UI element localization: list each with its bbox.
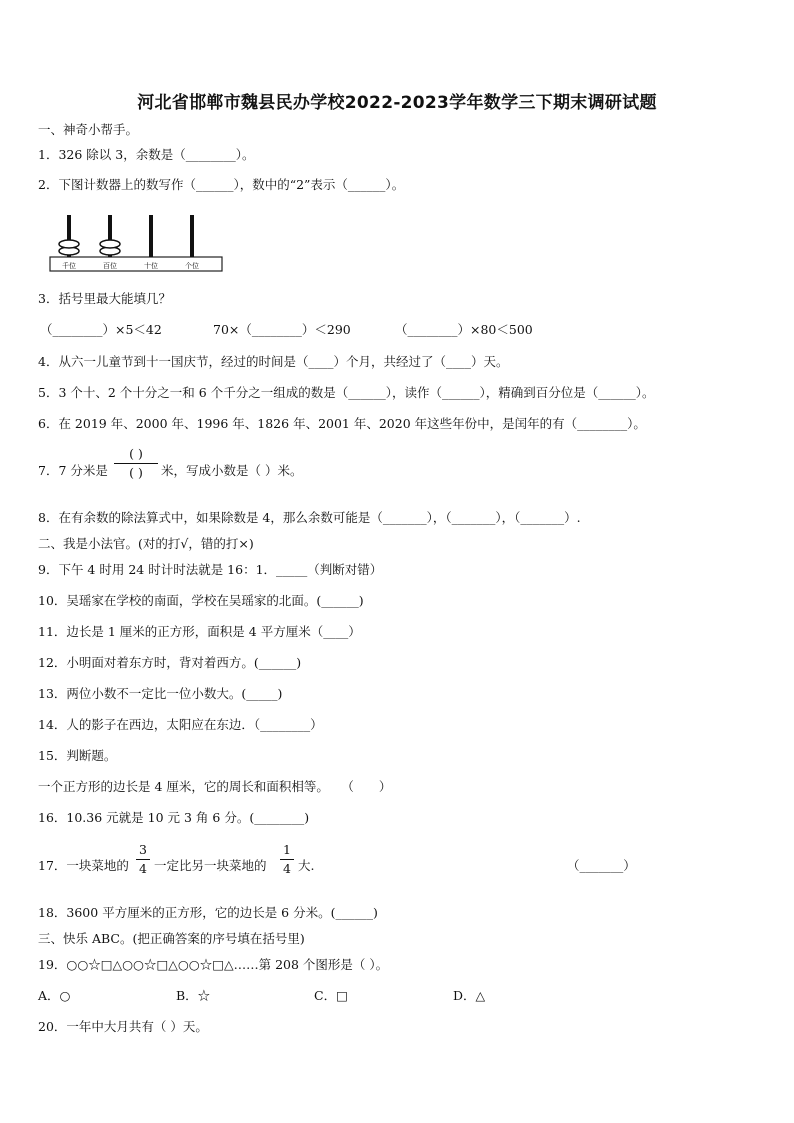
fraction-numerator: 1 xyxy=(283,842,291,857)
question-15-statement: 一个正方形的边长是 4 厘米，它的周长和面积相等。 （ ） xyxy=(38,779,392,794)
fraction-three-quarters xyxy=(136,842,150,877)
question-7-prefix: 7．7 分米是 xyxy=(38,463,108,478)
question-19-option-c: C．□ xyxy=(314,988,348,1003)
question-16: 16．10.36 元就是 10 元 3 角 6 分。(________) xyxy=(38,810,310,825)
fraction-numerator: 3 xyxy=(139,842,147,857)
section-heading-2: 二、我是小法官。(对的打√，错的打×) xyxy=(38,536,254,551)
question-7-suffix: 米，写成小数是（ ）米。 xyxy=(161,463,303,478)
question-17-answer-blank: （_______） xyxy=(567,858,636,873)
question-14: 14．人的影子在西边，太阳应在东边．（________） xyxy=(38,717,323,732)
counting-frame-image xyxy=(48,213,224,275)
abacus-label: 百位 xyxy=(103,262,117,270)
question-15: 15．判断题。 xyxy=(38,748,117,763)
question-3: 3．括号里最大能填几？ xyxy=(38,291,171,306)
question-13: 13．两位小数不一定比一位小数大。(_____) xyxy=(38,686,283,701)
abacus-bead xyxy=(100,240,120,248)
fraction-denominator: 4 xyxy=(139,861,147,876)
abacus-label: 千位 xyxy=(62,262,76,270)
fraction-denominator: 4 xyxy=(283,861,291,876)
question-4: 4．从六一儿童节到十一国庆节，经过的时间是（____）个月，共经过了（____）天。 xyxy=(38,354,509,369)
fraction-denominator: ( ) xyxy=(129,465,143,480)
question-8: 8．在有余数的除法算式中，如果除数是 4，那么余数可能是（_______），（_______），（_______）. xyxy=(38,510,581,525)
fraction-blank xyxy=(114,446,158,481)
question-19-option-a: A．○ xyxy=(38,988,71,1003)
question-19-option-b: B．☆ xyxy=(176,988,211,1003)
question-3a: （________）×5＜42 xyxy=(40,322,162,337)
question-5: 5．3 个十、2 个十分之一和 6 个千分之一组成的数是（______），读作（______），精确到百分位是（______）。 xyxy=(38,385,655,400)
section-heading-1: 一、神奇小帮手。 xyxy=(38,122,139,137)
question-17-middle: 一定比另一块菜地的 xyxy=(154,858,267,873)
abacus-label: 十位 xyxy=(144,262,158,270)
question-9: 9．下午 4 时用 24 时计时法就是 16：1．_____（判断对错） xyxy=(38,562,383,577)
question-2: 2．下图计数器上的数写作（______），数中的“2”表示（______）。 xyxy=(38,177,405,192)
question-20: 20．一年中大月共有（ ）天。 xyxy=(38,1019,208,1034)
question-6: 6．在 2019 年、2000 年、1996 年、1826 年、2001 年、2020 年这些年份中，是闰年的有（________）。 xyxy=(38,416,646,431)
question-3c: （________）×80＜500 xyxy=(395,322,533,337)
fraction-numerator: ( ) xyxy=(129,446,143,461)
question-10: 10．吴瑶家在学校的南面，学校在吴瑶家的北面。(______) xyxy=(38,593,364,608)
page-title: 河北省邯郸市魏县民办学校2022-2023学年数学三下期末调研试题 xyxy=(137,93,657,113)
abacus-rod-ones xyxy=(190,215,194,257)
question-19-option-d: D．△ xyxy=(453,988,486,1003)
abacus-label: 个位 xyxy=(185,262,199,270)
question-12: 12．小明面对着东方时，背对着西方。(______) xyxy=(38,655,302,670)
question-17-prefix: 17．一块菜地的 xyxy=(38,858,129,873)
section-heading-3: 三、快乐 ABC。(把正确答案的序号填在括号里) xyxy=(38,931,305,946)
abacus-rod-tens xyxy=(149,215,153,257)
question-11: 11．边长是 1 厘米的正方形，面积是 4 平方厘米（____） xyxy=(38,624,361,639)
question-3b: 70×（________）＜290 xyxy=(213,322,351,337)
question-18: 18．3600 平方厘米的正方形，它的边长是 6 分米。(______) xyxy=(38,905,378,920)
question-1: 1．326 除以 3，余数是（________）。 xyxy=(38,147,255,162)
fraction-one-quarter xyxy=(280,842,294,877)
question-19: 19．○○☆□△○○☆□△○○☆□△……第 208 个图形是（ ）。 xyxy=(38,957,389,972)
question-17-suffix: 大. xyxy=(298,858,315,873)
abacus-bead xyxy=(59,240,79,248)
